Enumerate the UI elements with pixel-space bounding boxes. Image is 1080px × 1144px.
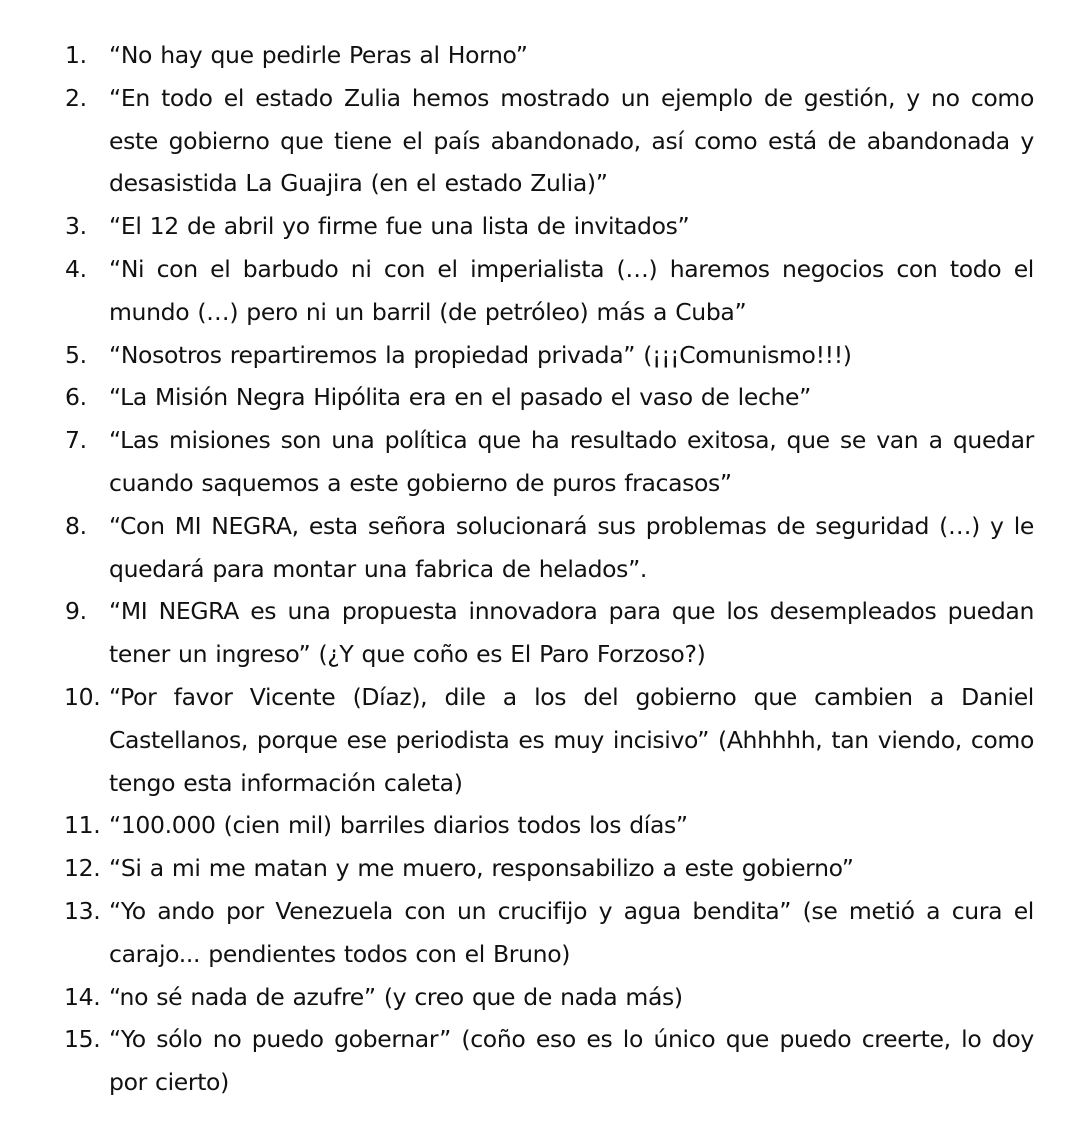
list-item: [0, 804, 1080, 847]
list-item: [0, 419, 1080, 505]
list-item: [0, 248, 1080, 334]
item-text: “no sé nada de azufre” (y creo que de nada más): [109, 982, 683, 1011]
item-text: “En todo el estado Zulia hemos mostrado un ejemplo de gestión, y no como este gobierno que tiene el país abandonado, así como está de abandonada y desasistida La Guajira (en el estado Zulia)”: [109, 83, 1034, 198]
list-item: [0, 590, 1080, 676]
item-text: “Si a mi me matan y me muero, responsabilizo a este gobierno”: [109, 854, 854, 883]
list-item: [0, 334, 1080, 377]
item-text: “Las misiones son una política que ha resultado exitosa, que se van a quedar cuando saquemos a este gobierno de puros fracasos”: [109, 426, 1034, 497]
item-text: “Por favor Vicente (Díaz), dile a los del gobierno que cambien a Daniel Castellanos, porque ese periodista es muy incisivo” (Ahhhhh, tan viendo, como tengo esta información caleta): [109, 682, 1034, 797]
item-text: “Ni con el barbudo ni con el imperialista (…) haremos negocios con todo el mundo (…) pero ni un barril (de petróleo) más a Cuba”: [109, 254, 1034, 326]
item-text: “No hay que pedirle Peras al Horno”: [109, 41, 528, 69]
item-number: 11.: [64, 811, 101, 840]
item-number: 3.: [65, 212, 87, 241]
list-item: [0, 77, 1080, 205]
item-number: 13.: [64, 896, 101, 925]
item-text: “Yo ando por Venezuela con un crucifijo y agua bendita” (se metió a cura el carajo... pendientes todos con el Bruno): [109, 896, 1034, 968]
list-item: [0, 205, 1080, 248]
item-text: “MI NEGRA es una propuesta innovadora para que los desempleados puedan tener un ingreso” (¿Y que coño es El Paro Forzoso?): [109, 597, 1034, 669]
item-number: 2.: [65, 83, 87, 112]
item-number: 7.: [65, 426, 87, 455]
item-number: 10.: [64, 682, 101, 711]
list-item: [0, 890, 1080, 976]
item-number: 4.: [65, 254, 87, 283]
list-item: [0, 34, 1080, 77]
item-text: “Con MI NEGRA, esta señora solucionará sus problemas de seguridad (…) y le quedará para montar una fabrica de helados”.: [109, 511, 1034, 583]
item-text: “La Misión Negra Hipólita era en el pasado el vaso de leche”: [109, 383, 811, 412]
item-number: 14.: [64, 982, 101, 1011]
list-item: [0, 847, 1080, 890]
item-text: “El 12 de abril yo firme fue una lista de invitados”: [109, 212, 690, 241]
item-number: 12.: [64, 854, 101, 883]
item-number: 5.: [65, 340, 87, 369]
document-page: [0, 34, 1080, 1104]
list-item: [0, 505, 1080, 591]
item-text: “100.000 (cien mil) barriles diarios todos los días”: [109, 811, 688, 840]
list-item: [0, 376, 1080, 419]
item-text: “Yo sólo no puedo gobernar” (coño eso es lo único que puedo creerte, lo doy por cierto): [109, 1025, 1034, 1097]
item-number: 1.: [65, 41, 87, 69]
list-item: [0, 676, 1080, 804]
list-item: [0, 976, 1080, 1019]
item-number: 8.: [65, 511, 87, 540]
item-text: “Nosotros repartiremos la propiedad privada” (¡¡¡Comunismo!!!): [109, 340, 852, 369]
item-number: 9.: [65, 597, 87, 626]
item-number: 6.: [65, 383, 87, 412]
list-item: [0, 1018, 1080, 1104]
item-number: 15.: [64, 1025, 101, 1054]
quote-list: [0, 34, 1080, 1104]
